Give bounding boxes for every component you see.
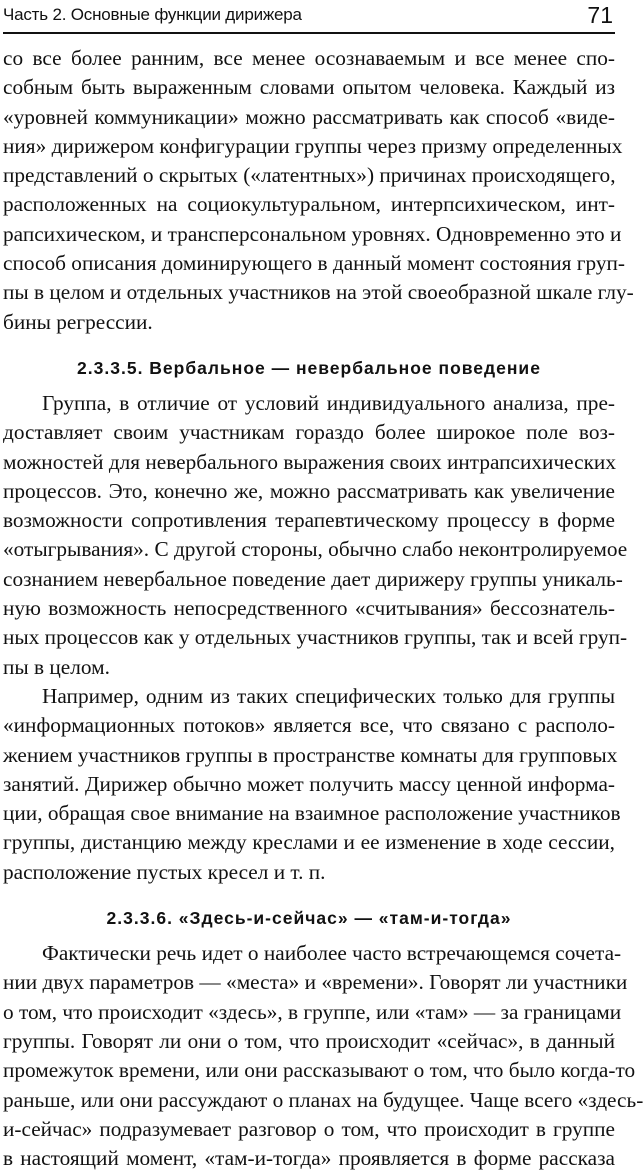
text-line: занятий. Дирижер обычно может получить массу ценной информа- <box>3 771 615 796</box>
paragraph <box>3 44 634 337</box>
text-line: группы. Говорят ли они о том, что происходит «сейчас», в данный <box>3 1028 615 1053</box>
text-line: в настоящий момент, «там-и-тогда» проявляется в форме рассказа <box>3 1146 615 1171</box>
text-line: пы в целом и отдельных участников на этой своеобразной шкале глу- <box>3 280 634 305</box>
text-line: «отыгрывания». С другой стороны, обычно слабо неконтролируемое <box>3 537 628 562</box>
text-line: нии двух параметров — «места» и «времени». Говорят ли участники <box>3 970 628 995</box>
text-line: расположение пустых кресел и т. п. <box>3 859 326 884</box>
text-line: жением участников группы в пространстве комнаты для групповых <box>3 742 618 767</box>
text-line: «информационных потоков» является все, что связано с располо- <box>3 713 615 738</box>
text-line: раньше, или они рассуждают о планах на будущее. Чаще всего «здесь- <box>3 1087 643 1112</box>
text-line: возможности сопротивления терапевтическому процессу в форме <box>3 508 615 533</box>
text-line: ных процессов как у отдельных участников группы, так и всей груп- <box>3 625 628 650</box>
text-line: о том, что происходит «здесь», в группе, или «там» — за границами <box>3 999 622 1024</box>
section-heading: 2.3.3.5. Вербальное — невербальное поведение <box>77 357 541 378</box>
body-text <box>3 44 643 1173</box>
text-line: способ описания доминирующего в данный момент состояния груп- <box>3 251 625 276</box>
running-head <box>3 2 615 34</box>
paragraph <box>3 939 643 1173</box>
text-line: группы, дистанцию между креслами и ее изменение в ходе сессии, <box>3 830 615 855</box>
text-line: Например, одним из таких специфических только для группы <box>42 683 615 708</box>
text-line: представлений о скрытых («латентных») причинах происходящего, <box>3 163 616 188</box>
text-line: и-сейчас» подразумевает разговор о том, что происходит в группе <box>3 1116 615 1141</box>
chapter-title: Часть 2. Основные функции дирижера <box>3 5 302 24</box>
paragraph <box>3 682 621 887</box>
text-line: промежуток времени, или они рассказывают о том, что было когда-то <box>3 1058 636 1083</box>
text-line: пы в целом. <box>3 654 110 679</box>
text-line: Группа, в отличие от условий индивидуального анализа, пре- <box>42 390 615 415</box>
page-number: 71 <box>587 2 613 28</box>
text-line: можностей для невербального выражения своих интрапсихических <box>3 449 616 474</box>
paragraph <box>3 389 628 682</box>
text-line: «уровней коммуникации» можно рассматривать как способ «виде- <box>3 104 615 129</box>
section-heading: 2.3.3.6. «Здесь-и-сейчас» — «там-и-тогда» <box>106 908 512 929</box>
text-line: ции, обращая свое внимание на взаимное расположение участников <box>3 801 621 826</box>
text-line: со все более ранним, все менее осознаваемым и все менее спо- <box>3 46 615 70</box>
text-line: доставляет своим участникам гораздо более широкое поле воз- <box>3 420 615 445</box>
text-line: собным быть выраженным словами опытом человека. Каждый из <box>3 75 615 100</box>
text-line: процессов. Это, конечно же, можно рассматривать как увеличение <box>3 478 615 503</box>
text-line: бины регрессии. <box>3 309 153 334</box>
text-line: ную возможность непосредственного «считывания» бессознатель- <box>3 596 615 621</box>
text-line: ния» дирижером конфигурации группы через призму определенных <box>3 133 623 158</box>
text-line: Фактически речь идет о наиболее часто встречающемся сочета- <box>42 941 622 966</box>
text-line: рапсихическом, и трансперсональном уровнях. Одновременно это и <box>3 221 622 246</box>
text-line: расположенных на социокультуральном, интерпсихическом, инт- <box>3 192 615 217</box>
text-line: сознанием невербальное поведение дает дирижеру группы уникаль- <box>3 566 623 591</box>
